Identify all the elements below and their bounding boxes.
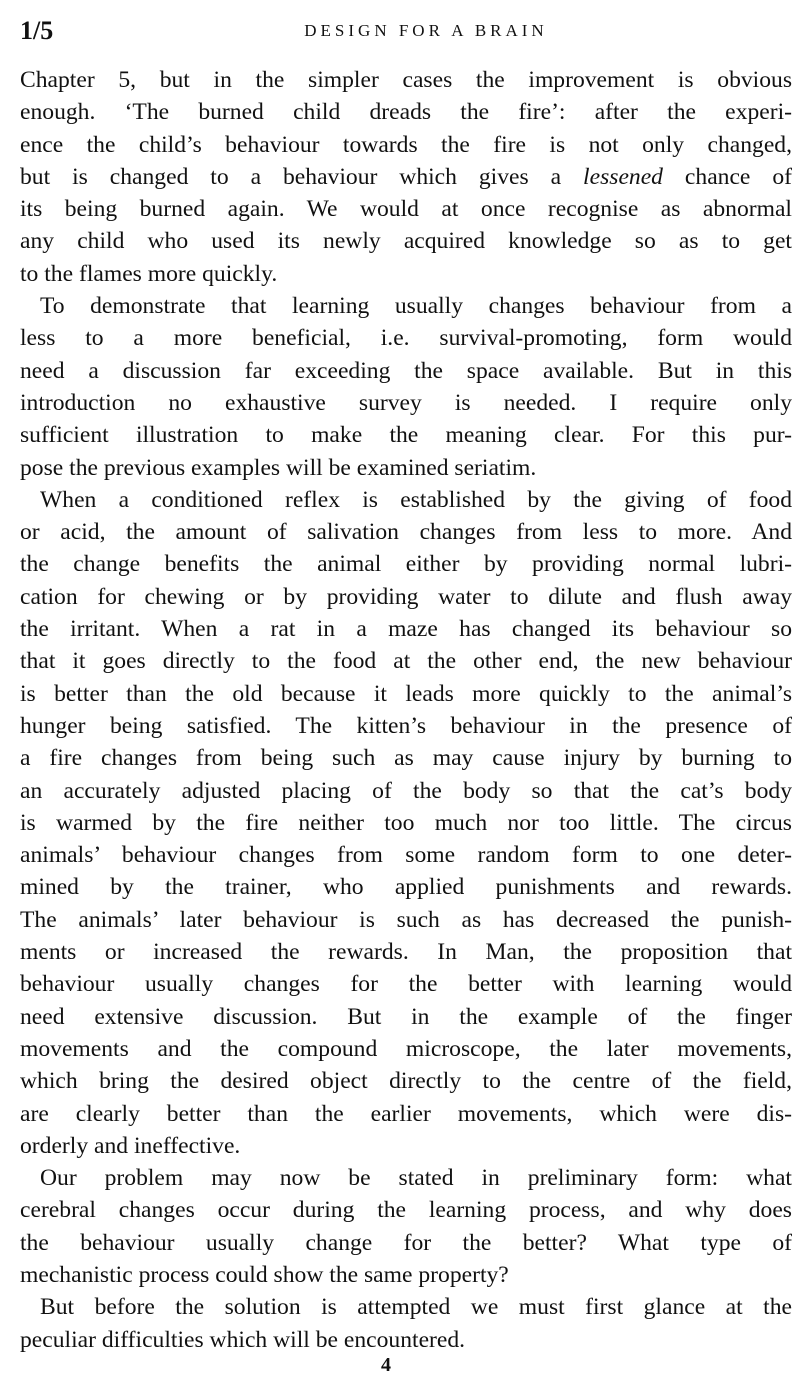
page-number: 4 xyxy=(381,1354,391,1376)
running-header xyxy=(20,14,792,48)
text-line: is better than the old because it leads more quickly to the animal’s xyxy=(20,680,792,707)
text-line: its being burned again. We would at once recognise as abnormal xyxy=(20,196,792,223)
emphasized-word: lessened xyxy=(583,163,663,190)
text-line: mined by the trainer, who applied punishments and rewards. xyxy=(20,874,792,901)
running-title: DESIGN FOR A BRAIN xyxy=(304,21,548,40)
text-line: enough. ‘The burned child dreads the fire’: after the experi- xyxy=(20,99,792,126)
text-line: movements and the compound microscope, the later movements, xyxy=(20,1035,792,1062)
body-text xyxy=(20,64,792,1356)
text-line: which bring the desired object directly to the centre of the field, xyxy=(20,1068,792,1095)
text-line: less to a more beneficial, i.e. survival-promoting, form would xyxy=(20,325,792,352)
section-number: 1/5 xyxy=(20,16,54,45)
text-line: animals’ behaviour changes from some random form to one deter- xyxy=(20,842,792,869)
text-line: hunger being satisfied. The kitten’s behaviour in the presence of xyxy=(20,712,792,739)
text-line: orderly and ineffective. xyxy=(20,1132,241,1159)
text-line: mechanistic process could show the same property? xyxy=(20,1261,509,1288)
text-segment: chance of xyxy=(662,163,792,190)
text-line: any child who used its newly acquired knowledge so as to get xyxy=(20,228,792,255)
text-line: ence the child’s behaviour towards the fire is not only changed, xyxy=(20,131,792,158)
text-line: The animals’ later behaviour is such as has decreased the punish- xyxy=(20,906,792,933)
text-line: To demonstrate that learning usually changes behaviour from a xyxy=(40,293,792,320)
text-line: Our problem may now be stated in preliminary form: what xyxy=(40,1165,792,1192)
text-line: peculiar difficulties which will be encountered. xyxy=(20,1326,466,1353)
text-line: is warmed by the fire neither too much nor too little. The circus xyxy=(20,809,792,836)
text-line: cerebral changes occur during the learning process, and why does xyxy=(20,1197,792,1224)
text-line: But before the solution is attempted we must first glance at the xyxy=(40,1294,792,1321)
text-line: cation for chewing or by providing water to dilute and flush away xyxy=(20,583,792,610)
text-line: a fire changes from being such as may cause injury by burning to xyxy=(20,745,792,772)
text-segment: but is changed to a behaviour which gives a xyxy=(20,163,584,190)
text-line: to the flames more quickly. xyxy=(20,260,278,287)
text-line: introduction no exhaustive survey is needed. I require only xyxy=(20,389,792,416)
text-line: need a discussion far exceeding the space available. But in this xyxy=(20,357,792,384)
text-line: need extensive discussion. But in the example of the finger xyxy=(20,1003,792,1030)
text-line: are clearly better than the earlier movements, which were dis- xyxy=(20,1100,792,1127)
text-line: that it goes directly to the food at the other end, the new behaviour xyxy=(20,648,792,675)
text-line: the irritant. When a rat in a maze has changed its behaviour so xyxy=(20,616,792,643)
text-line: pose the previous examples will be examined seriatim. xyxy=(20,454,537,481)
text-line: Chapter 5, but in the simpler cases the improvement is obvious xyxy=(20,67,792,93)
text-line: an accurately adjusted placing of the body so that the cat’s body xyxy=(20,777,792,804)
text-line: the behaviour usually change for the better? What type of xyxy=(20,1229,792,1256)
text-line: When a conditioned reflex is established by the giving of food xyxy=(40,486,792,513)
book-page xyxy=(20,14,792,1356)
text-line xyxy=(20,161,792,193)
text-line: behaviour usually changes for the better with learning would xyxy=(20,971,792,998)
text-line: or acid, the amount of salivation changes from less to more. And xyxy=(20,519,792,546)
text-line: sufficient illustration to make the meaning clear. For this pur- xyxy=(20,422,792,449)
text-line: ments or increased the rewards. In Man, the proposition that xyxy=(20,939,792,966)
text-line: the change benefits the animal either by providing normal lubri- xyxy=(20,551,792,578)
